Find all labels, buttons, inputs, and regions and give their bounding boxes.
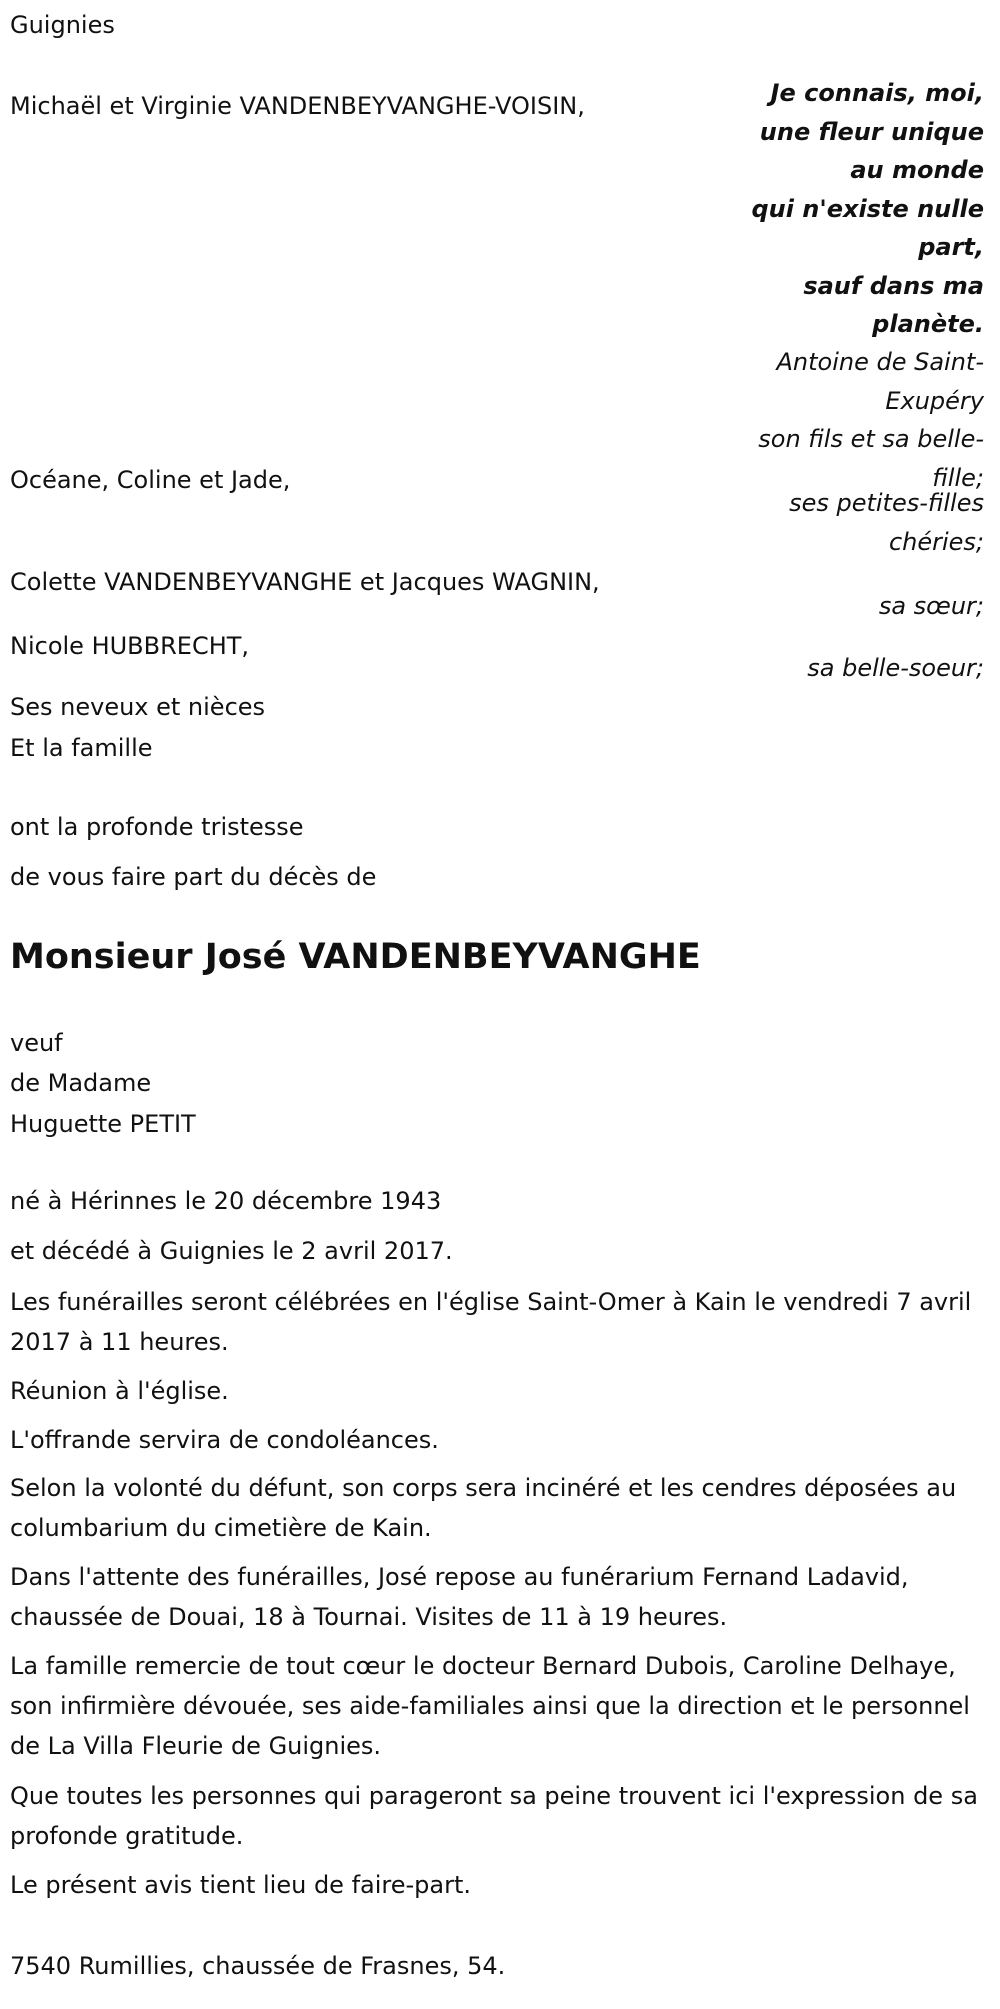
- announce: de vous faire part du décès de: [10, 863, 377, 891]
- family-name: Océane, Coline et Jade,: [10, 466, 291, 494]
- place: Guignies: [10, 11, 115, 39]
- relation-line: ses petites-filles: [789, 489, 984, 517]
- others: Et la famille: [10, 734, 153, 762]
- paragraph: Dans l'attente des funérailles, José repose au funérarium Fernand Ladavid, chaussée de Douai, 18 à Tournai. Visites de 11 à 19 heures.: [10, 1563, 909, 1631]
- quote-author-line: Antoine de Saint-: [776, 348, 984, 376]
- relation: [789, 484, 984, 561]
- others: Ses neveux et nièces: [10, 693, 266, 721]
- address: 7540 Rumillies, chaussée de Frasnes, 54.: [10, 1952, 506, 1980]
- paragraph: Réunion à l'église.: [10, 1377, 229, 1405]
- family-name: Nicole HUBBRECHT,: [10, 632, 250, 660]
- deceased-name: Monsieur José VANDENBEYVANGHE: [10, 937, 701, 977]
- quote-author-line: Exupéry: [885, 386, 984, 415]
- quote-line: au monde: [850, 156, 984, 184]
- quote-line: part,: [918, 233, 984, 261]
- quote-line: une fleur unique: [759, 117, 984, 146]
- relation: sa sœur;: [878, 592, 984, 620]
- family-name: Colette VANDENBEYVANGHE et Jacques WAGNIN,: [10, 568, 600, 596]
- widower: veuf: [10, 1029, 63, 1057]
- relation-line: chéries;: [888, 527, 984, 556]
- widower: Huguette PETIT: [10, 1110, 196, 1138]
- quote-line: planète.: [872, 310, 984, 338]
- announce: ont la profonde tristesse: [10, 813, 304, 841]
- paragraph: né à Hérinnes le 20 décembre 1943: [10, 1187, 442, 1215]
- paragraph: La famille remercie de tout cœur le docteur Bernard Dubois, Caroline Delhaye, son infirmière dévouée, ses aide-familiales ainsi que la direction et le personnel de La Villa Fleurie de Guignies.: [10, 1652, 970, 1760]
- paragraph: et décédé à Guignies le 2 avril 2017.: [10, 1237, 453, 1265]
- paragraph: Selon la volonté du défunt, son corps sera incinéré et les cendres déposées au columbarium du cimetière de Kain.: [10, 1474, 957, 1542]
- paragraph: L'offrande servira de condoléances.: [10, 1426, 439, 1454]
- family-name: Michaël et Virginie VANDENBEYVANGHE-VOISIN,: [10, 92, 585, 120]
- relation: sa belle-soeur;: [807, 654, 984, 682]
- widower: de Madame: [10, 1069, 152, 1097]
- paragraph: Le présent avis tient lieu de faire-part.: [10, 1871, 472, 1899]
- paragraph: Que toutes les personnes qui parageront sa peine trouvent ici l'expression de sa profonde gratitude.: [10, 1782, 978, 1850]
- quote-line: sauf dans ma: [803, 271, 984, 300]
- quote-line: Je connais, moi,: [770, 79, 984, 107]
- quote-author: [758, 343, 984, 497]
- relation: son fils et sa belle-: [758, 425, 984, 453]
- paragraph: Les funérailles seront célébrées en l'église Saint-Omer à Kain le vendredi 7 avril 2017 à 11 heures.: [10, 1288, 972, 1356]
- quote: [751, 74, 984, 344]
- quote-line: qui n'existe nulle: [751, 194, 984, 223]
- relation: fille;: [932, 463, 984, 492]
